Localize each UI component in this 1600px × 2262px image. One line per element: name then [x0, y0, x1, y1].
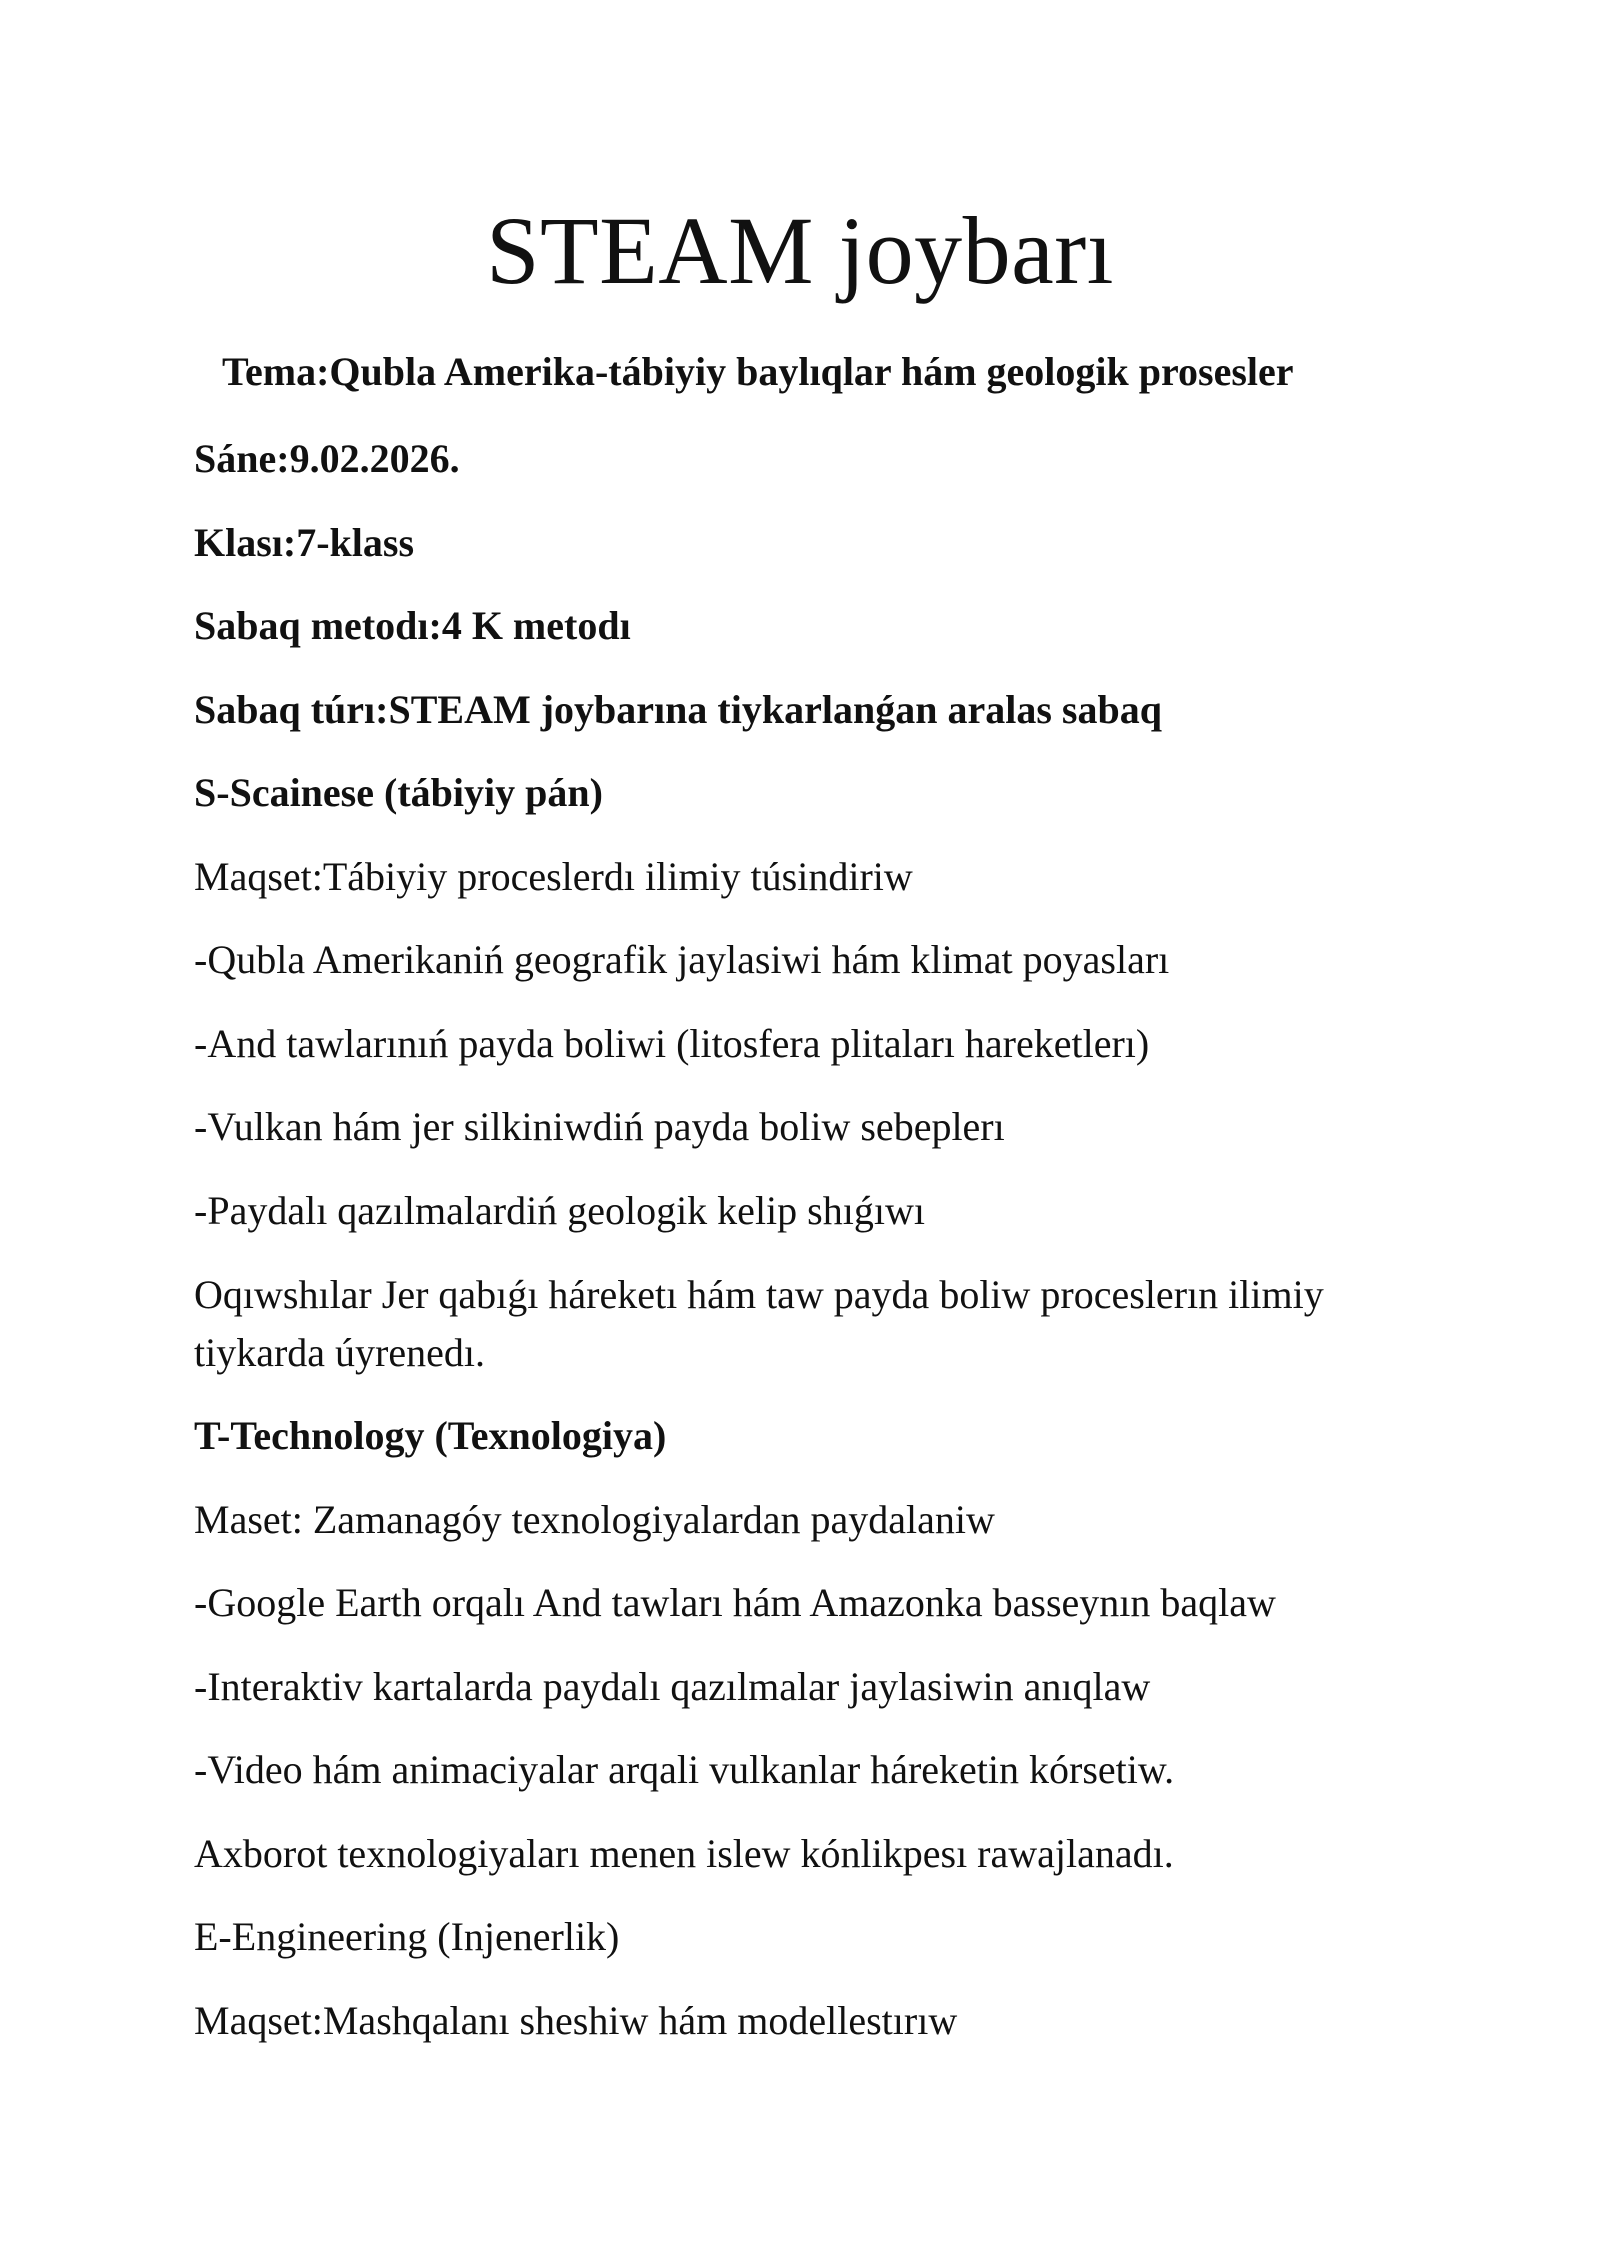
science-item: -Vulkan hám jer silkiniwdiń payda boliw sebeplerı	[194, 1104, 1005, 1149]
lesson-type: Sabaq túrı:STEAM joybarına tiykarlanǵan aralas sabaq	[194, 687, 1162, 732]
science-item: -Qubla Amerikaniń geografik jaylasiwi hám klimat poyasları	[194, 937, 1170, 982]
technology-goal: Maset: Zamanagóy texnologiyalardan paydalaniw	[194, 1497, 995, 1542]
lesson-method: Sabaq metodı:4 K metodı	[194, 603, 631, 648]
science-summary: Oqıwshılar Jer qabıǵı háreketı hám taw payda boliw proceslerın ilimiy tiykarda úyrenedı.	[194, 1272, 1324, 1375]
page-title: STEAM joybarı	[486, 197, 1114, 304]
technology-heading: T-Technology (Texnologiya)	[194, 1413, 667, 1458]
engineering-heading: E-Engineering (Injenerlik)	[194, 1914, 620, 1959]
technology-summary: Axborot texnologiyaları menen islew kónlikpesı rawajlanadı.	[194, 1831, 1174, 1876]
science-goal: Maqset:Tábiyiy proceslerdı ilimiy túsindiriw	[194, 854, 913, 899]
science-heading: S-Scainese (tábiyiy pán)	[194, 770, 603, 815]
lesson-topic: Tema:Qubla Amerika-tábiyiy baylıqlar hám geologik prosesler	[222, 349, 1294, 394]
science-item: -And tawlarınıń payda boliwi (litosfera plitaları hareketlerı)	[194, 1021, 1150, 1066]
technology-item: -Video hám animaciyalar arqali vulkanlar háreketin kórsetiw.	[194, 1747, 1175, 1792]
technology-item: -Google Earth orqalı And tawları hám Amazonka basseynın baqlaw	[194, 1580, 1276, 1625]
engineering-goal: Maqset:Mashqalanı sheshiw hám modellestırıw	[194, 1998, 958, 2043]
lesson-class: Klası:7-klass	[194, 520, 415, 565]
science-item: -Paydalı qazılmalardiń geologik kelip shıǵıwı	[194, 1188, 925, 1233]
technology-item: -Interaktiv kartalarda paydalı qazılmalar jaylasiwin anıqlaw	[194, 1664, 1151, 1709]
lesson-date: Sáne:9.02.2026.	[194, 436, 460, 481]
